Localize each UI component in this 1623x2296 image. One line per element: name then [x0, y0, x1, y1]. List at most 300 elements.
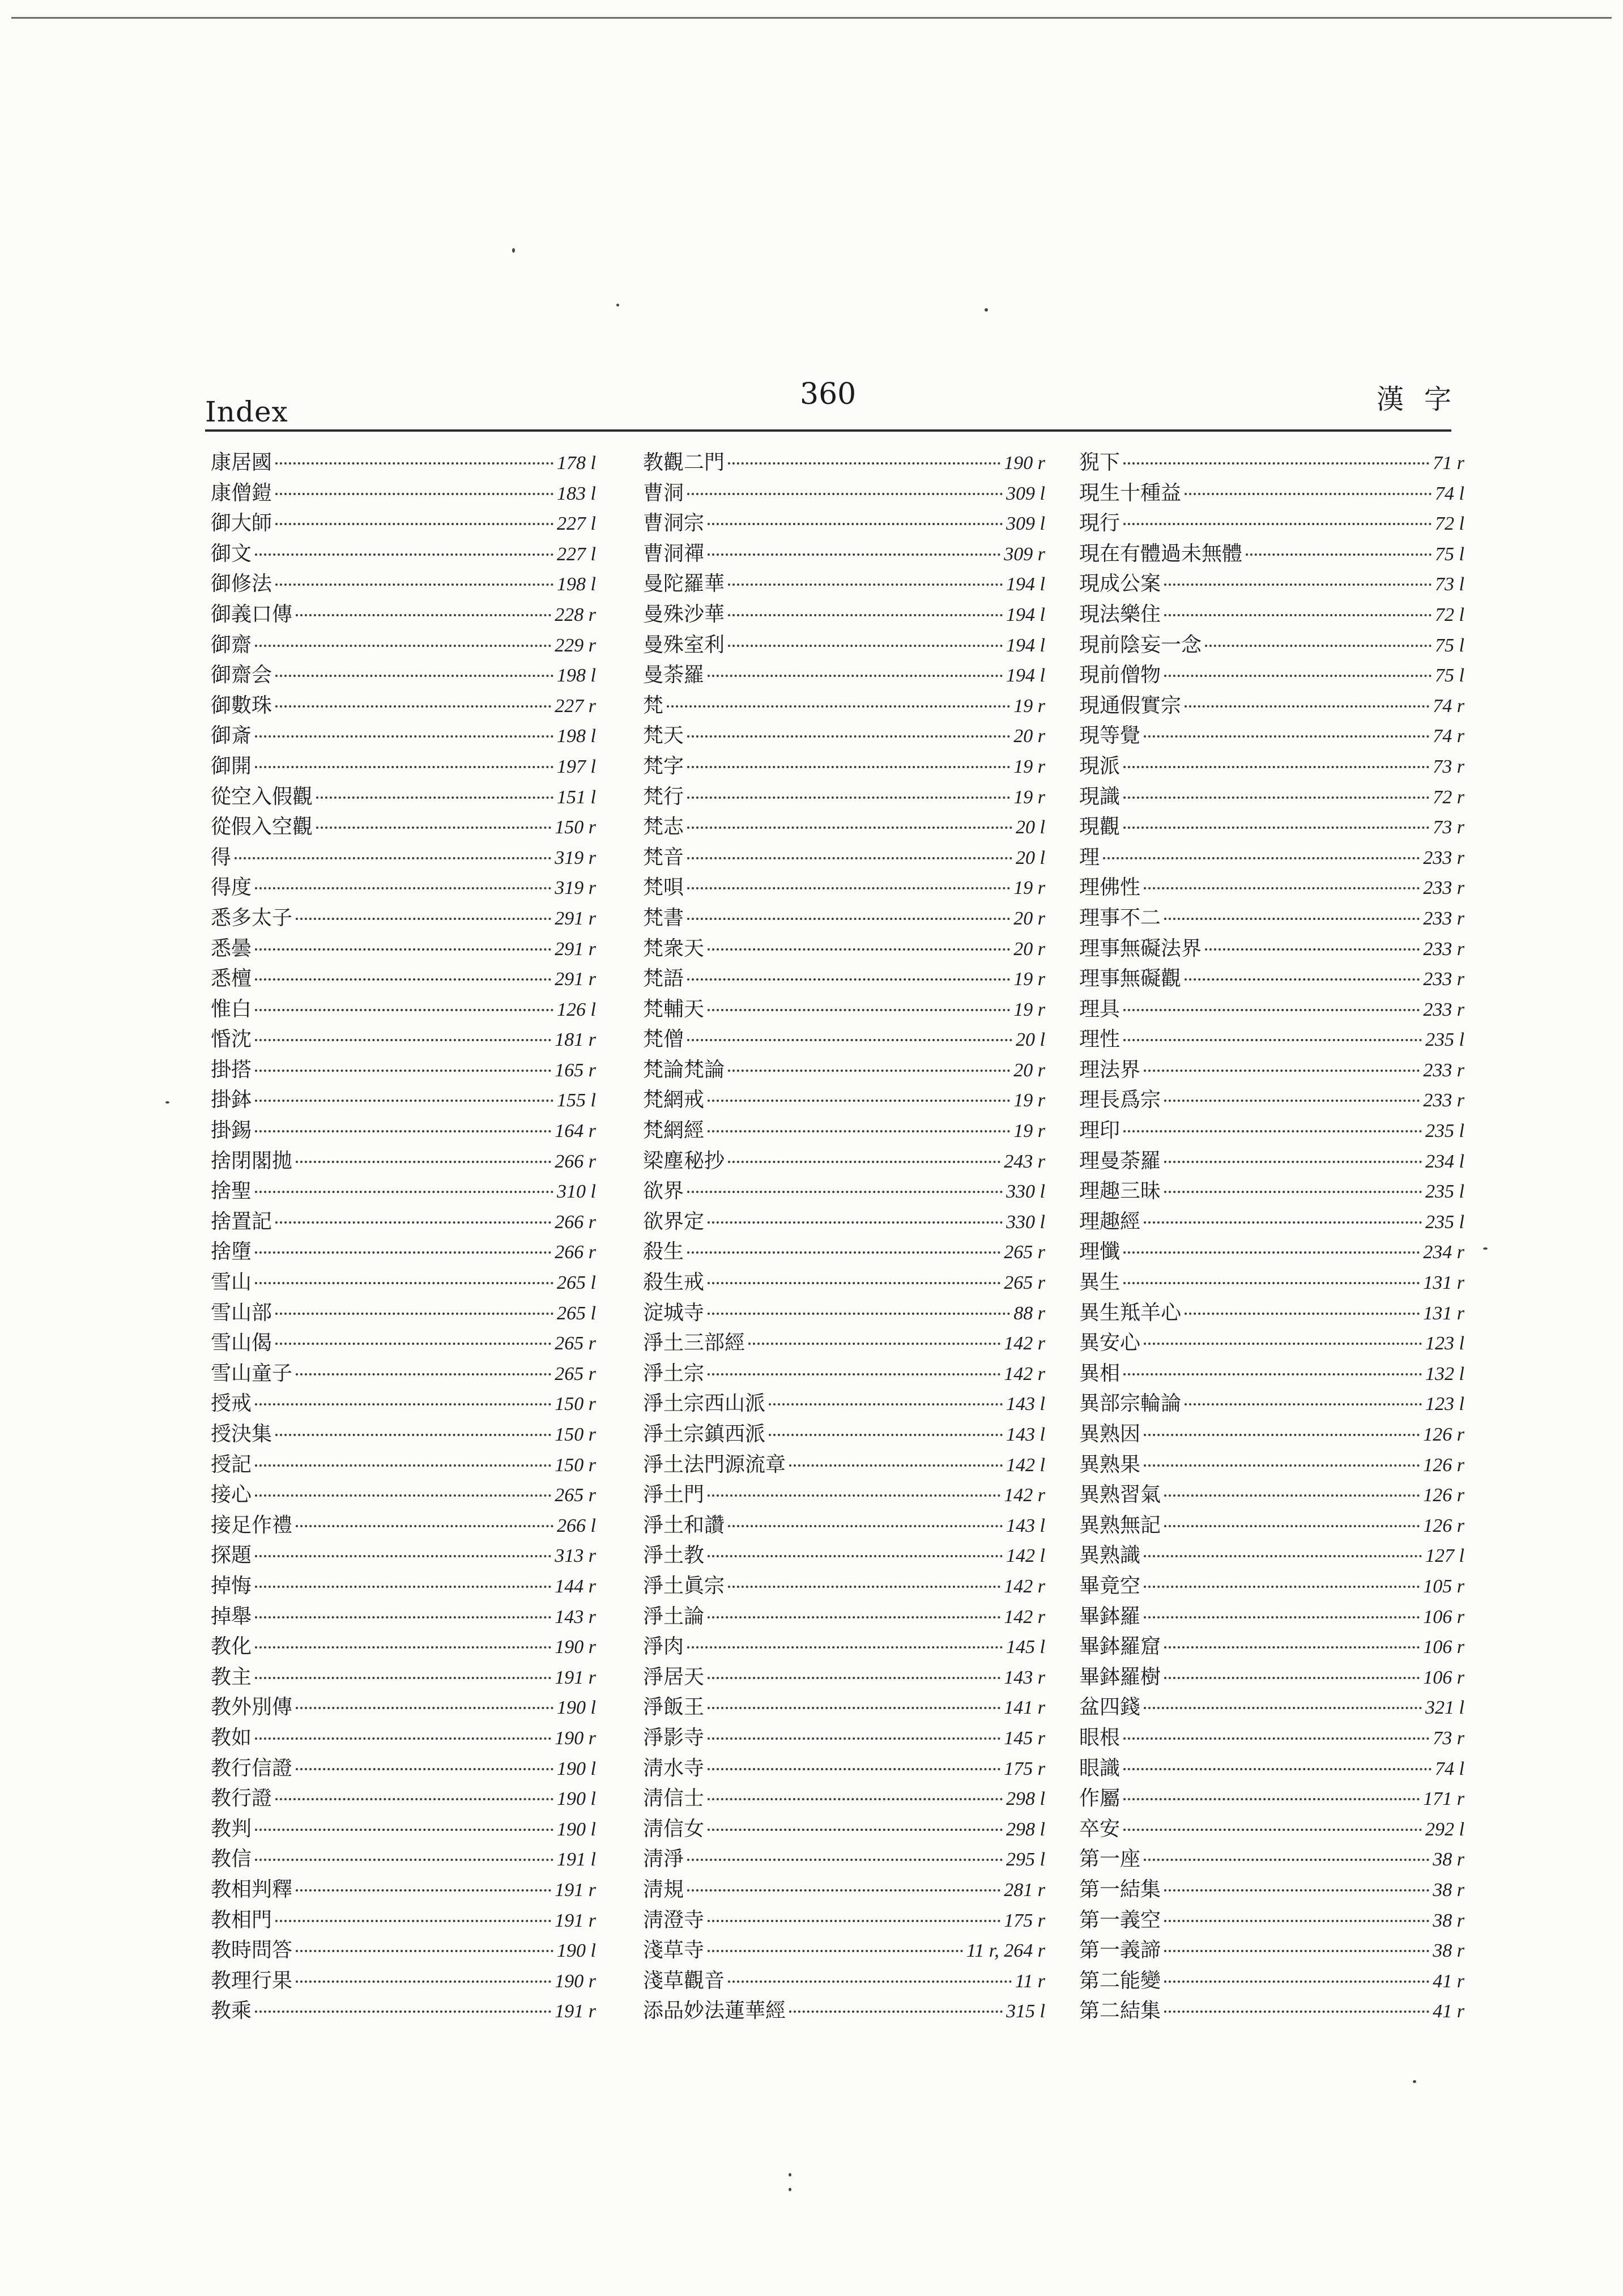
- entry-page-ref: 20 r: [1013, 726, 1045, 747]
- entry-term: 梵唄: [643, 876, 684, 900]
- entry-term: 理趣三昧: [1079, 1179, 1161, 1203]
- entry-page-ref: 75 l: [1435, 543, 1464, 565]
- entry-term: 第一結集: [1079, 1877, 1161, 1901]
- entry-page-ref: 227 r: [555, 695, 596, 717]
- index-entry: [1079, 1358, 1464, 1389]
- index-entry: [211, 1207, 596, 1237]
- entry-page-ref: 73 r: [1433, 1727, 1464, 1749]
- index-entry: [211, 569, 596, 599]
- entry-term: 梁塵秘抄: [643, 1149, 725, 1173]
- index-entry: [643, 1358, 1045, 1389]
- index-entry: [1079, 1966, 1464, 1996]
- entry-term: 教相判釋: [211, 1877, 293, 1901]
- index-entry: [643, 1692, 1045, 1723]
- entry-term: 異熟無記: [1079, 1513, 1161, 1537]
- entry-term: 梵音: [643, 845, 684, 869]
- dot-leader: [296, 918, 551, 920]
- entry-page-ref: 150 r: [555, 817, 596, 838]
- entry-page-ref: 126 r: [1423, 1454, 1464, 1476]
- entry-term: 御齋会: [211, 663, 272, 687]
- entry-term: 淸淨: [643, 1847, 684, 1871]
- index-entry: [211, 1024, 596, 1055]
- entry-term: 教行信證: [211, 1756, 293, 1780]
- entry-page-ref: 11 r: [1015, 1970, 1045, 1992]
- index-entry: [211, 1176, 596, 1207]
- entry-term: 授戒: [211, 1392, 252, 1416]
- dot-leader: [235, 857, 551, 859]
- entry-page-ref: 191 r: [555, 1879, 596, 1901]
- dot-leader: [255, 1677, 551, 1679]
- dot-leader: [769, 1403, 1003, 1405]
- dot-leader: [1164, 1191, 1422, 1193]
- entry-term: 現派: [1079, 754, 1121, 778]
- index-entry: [643, 812, 1045, 842]
- dot-leader: [1144, 1464, 1420, 1467]
- index-entry: [211, 1388, 596, 1419]
- dot-leader: [296, 1889, 551, 1892]
- index-entry: [1079, 539, 1464, 569]
- index-entry: [211, 1783, 596, 1814]
- dot-leader: [708, 1221, 1003, 1224]
- index-entry: [643, 1328, 1045, 1358]
- dot-leader: [1164, 1677, 1420, 1679]
- entry-term: 異安心: [1079, 1331, 1141, 1355]
- entry-term: 畢竟空: [1079, 1574, 1141, 1598]
- index-entry: [1079, 599, 1464, 630]
- entry-page-ref: 19 r: [1013, 786, 1045, 808]
- dot-leader: [255, 1586, 551, 1588]
- entry-term: 從空入假觀: [211, 785, 313, 808]
- dot-leader: [687, 1039, 1012, 1041]
- entry-page-ref: 164 r: [555, 1121, 596, 1142]
- entry-term: 御斎: [211, 724, 252, 748]
- index-entry: [1079, 1753, 1464, 1784]
- entry-term: 梵志: [643, 815, 684, 839]
- entry-page-ref: 106 r: [1423, 1667, 1464, 1688]
- entry-term: 雪山部: [211, 1301, 272, 1324]
- entry-page-ref: 233 r: [1423, 969, 1464, 990]
- dot-leader: [1164, 614, 1432, 616]
- entry-page-ref: 123 l: [1425, 1394, 1464, 1415]
- dot-leader: [1123, 1798, 1420, 1800]
- entry-term: 殺生: [643, 1240, 684, 1264]
- entry-term: 掛搭: [211, 1058, 252, 1081]
- index-entry: [643, 1267, 1045, 1298]
- entry-term: 猊下: [1079, 451, 1121, 474]
- entry-page-ref: 19 r: [1013, 877, 1045, 899]
- entry-page-ref: 198 l: [557, 726, 596, 747]
- entry-page-ref: 131 r: [1423, 1272, 1464, 1294]
- dot-leader: [1144, 1221, 1422, 1224]
- index-entry: [643, 1783, 1045, 1814]
- dot-leader: [687, 827, 1012, 829]
- dot-leader: [708, 1829, 1003, 1831]
- entry-term: 惛沈: [211, 1028, 252, 1051]
- index-entry: [211, 448, 596, 478]
- dot-leader: [255, 1494, 551, 1497]
- dot-leader: [789, 2010, 1003, 2013]
- dot-leader: [255, 1191, 553, 1193]
- entry-page-ref: 41 r: [1433, 2001, 1464, 2022]
- index-entry: [1079, 448, 1464, 478]
- dot-leader: [1205, 948, 1420, 951]
- dot-leader: [275, 583, 553, 586]
- index-entry: [643, 1024, 1045, 1055]
- entry-term: 御齋: [211, 633, 252, 657]
- index-entry: [1079, 1935, 1464, 1966]
- entry-term: 現前陰妄一念: [1079, 633, 1202, 657]
- index-entry: [1079, 903, 1464, 934]
- dot-leader: [1123, 1130, 1422, 1132]
- dot-leader: [255, 1737, 551, 1740]
- entry-page-ref: 243 r: [1004, 1151, 1045, 1172]
- index-entry: [643, 630, 1045, 661]
- dot-leader: [687, 1191, 1003, 1193]
- entry-page-ref: 233 r: [1423, 999, 1464, 1020]
- entry-term: 淸水寺: [643, 1756, 705, 1780]
- entry-term: 欲界: [643, 1179, 684, 1203]
- index-entry: [211, 1966, 596, 1996]
- entry-page-ref: 150 r: [555, 1394, 596, 1415]
- entry-term: 康居國: [211, 451, 272, 474]
- entry-term: 曼陀羅華: [643, 572, 725, 596]
- entry-page-ref: 126 r: [1423, 1485, 1464, 1506]
- entry-page-ref: 227 l: [557, 543, 596, 565]
- index-entry: [643, 1085, 1045, 1115]
- entry-term: 欲界定: [643, 1209, 705, 1233]
- index-entry: [643, 1176, 1045, 1207]
- dot-leader: [687, 887, 1010, 889]
- entry-page-ref: 126 l: [557, 999, 596, 1020]
- entry-page-ref: 143 l: [1006, 1515, 1045, 1536]
- index-entry: [1079, 1844, 1464, 1875]
- dot-leader: [1123, 523, 1432, 525]
- dot-leader: [1185, 705, 1429, 708]
- dot-leader: [1123, 1829, 1422, 1831]
- dot-leader: [255, 553, 553, 556]
- dot-leader: [708, 1768, 1000, 1770]
- entry-page-ref: 106 r: [1423, 1637, 1464, 1658]
- dot-leader: [1164, 1525, 1420, 1527]
- entry-term: 從假入空觀: [211, 815, 313, 839]
- entry-page-ref: 235 l: [1425, 1121, 1464, 1142]
- index-entry: [211, 508, 596, 539]
- entry-term: 悉檀: [211, 967, 252, 991]
- entry-page-ref: 19 r: [1013, 999, 1045, 1020]
- entry-page-ref: 41 r: [1433, 1970, 1464, 1992]
- index-entry: [1079, 751, 1464, 782]
- dot-leader: [1123, 827, 1429, 829]
- index-entry: [1079, 1480, 1464, 1510]
- entry-page-ref: 20 l: [1016, 817, 1045, 838]
- index-entry: [1079, 721, 1464, 751]
- entry-page-ref: 20 r: [1013, 1059, 1045, 1081]
- index-entry: [643, 842, 1045, 873]
- entry-page-ref: 292 l: [1425, 1818, 1464, 1840]
- entry-term: 教判: [211, 1817, 252, 1841]
- index-entry: [1079, 1996, 1464, 2026]
- index-entry: [211, 1662, 596, 1693]
- index-entry: [1079, 782, 1464, 812]
- entry-term: 曼荼羅: [643, 663, 705, 687]
- index-entry: [643, 1632, 1045, 1662]
- dot-leader: [708, 1707, 1000, 1709]
- dot-leader: [255, 735, 553, 738]
- entry-page-ref: 123 l: [1425, 1333, 1464, 1354]
- entry-term: 梵行: [643, 785, 684, 808]
- entry-page-ref: 72 l: [1435, 513, 1464, 535]
- dot-leader: [708, 675, 1003, 677]
- entry-term: 淨影寺: [643, 1726, 705, 1749]
- index-entry: [1079, 1571, 1464, 1601]
- index-entry: [643, 903, 1045, 934]
- entry-page-ref: 309 l: [1006, 513, 1045, 535]
- index-entry: [1079, 1024, 1464, 1055]
- dot-leader: [296, 1950, 553, 1952]
- entry-page-ref: 19 r: [1013, 969, 1045, 990]
- dot-leader: [255, 948, 551, 951]
- entry-page-ref: 127 l: [1425, 1545, 1464, 1567]
- entry-page-ref: 330 l: [1006, 1181, 1045, 1203]
- dot-leader: [1123, 1768, 1432, 1770]
- entry-term: 作屬: [1079, 1787, 1121, 1811]
- entry-page-ref: 191 r: [555, 1910, 596, 1931]
- index-entry: [211, 934, 596, 964]
- entry-page-ref: 197 l: [557, 756, 596, 777]
- entry-page-ref: 88 r: [1013, 1302, 1045, 1324]
- entry-page-ref: 190 l: [557, 1758, 596, 1779]
- entry-page-ref: 233 r: [1423, 1059, 1464, 1081]
- dot-leader: [255, 978, 551, 981]
- dot-leader: [255, 645, 551, 647]
- dot-leader: [708, 1009, 1010, 1011]
- dot-leader: [687, 857, 1012, 859]
- dot-leader: [728, 1525, 1003, 1527]
- dot-leader: [708, 1282, 1000, 1284]
- dot-leader: [255, 1555, 551, 1557]
- index-entry: [211, 660, 596, 691]
- dot-leader: [708, 553, 1000, 556]
- index-column-1: [211, 448, 596, 2026]
- dot-leader: [296, 1161, 551, 1163]
- entry-page-ref: 191 l: [557, 1849, 596, 1871]
- dot-leader: [708, 1313, 1010, 1315]
- index-entry: [643, 1571, 1045, 1601]
- entry-page-ref: 143 l: [1006, 1394, 1045, 1415]
- entry-page-ref: 266 r: [555, 1242, 596, 1263]
- entry-term: 異生羝羊心: [1079, 1301, 1182, 1324]
- dot-leader: [1144, 735, 1429, 738]
- index-entry: [1079, 1814, 1464, 1845]
- entry-term: 眼識: [1079, 1756, 1121, 1780]
- entry-page-ref: 74 l: [1435, 1758, 1464, 1779]
- index-entry: [643, 1146, 1045, 1177]
- dot-leader: [255, 1251, 551, 1254]
- entry-term: 教化: [211, 1635, 252, 1659]
- entry-term: 盆四錢: [1079, 1696, 1141, 1719]
- index-entry: [1079, 630, 1464, 661]
- index-entry: [1079, 1388, 1464, 1419]
- entry-term: 教觀二門: [643, 451, 725, 474]
- dot-leader: [255, 1100, 553, 1102]
- entry-term: 理佛性: [1079, 876, 1141, 900]
- index-entry: [1079, 1237, 1464, 1267]
- dot-leader: [687, 735, 1010, 738]
- entry-term: 教行證: [211, 1787, 272, 1811]
- entry-term: 異部宗輪論: [1079, 1392, 1182, 1416]
- dot-leader: [1123, 796, 1429, 799]
- index-entry: [643, 1723, 1045, 1753]
- dot-leader: [275, 1343, 551, 1345]
- entry-term: 梵字: [643, 754, 684, 778]
- entry-term: 曹洞禪: [643, 542, 705, 565]
- index-entry: [1079, 1662, 1464, 1693]
- entry-page-ref: 194 l: [1006, 634, 1045, 656]
- entry-page-ref: 229 r: [555, 634, 596, 656]
- dot-leader: [708, 1616, 1000, 1618]
- scan-speck: [789, 2188, 791, 2191]
- entry-page-ref: 265 r: [555, 1485, 596, 1506]
- entry-term: 理具: [1079, 997, 1121, 1021]
- index-entry: [211, 1267, 596, 1298]
- entry-term: 理趣經: [1079, 1209, 1141, 1233]
- dot-leader: [1123, 1039, 1422, 1041]
- entry-term: 掉悔: [211, 1574, 252, 1598]
- dot-leader: [1164, 1889, 1429, 1892]
- entry-term: 梵書: [643, 906, 684, 930]
- entry-page-ref: 74 r: [1433, 726, 1464, 747]
- entry-term: 梵天: [643, 724, 684, 748]
- entry-page-ref: 38 r: [1433, 1910, 1464, 1931]
- index-entry: [643, 964, 1045, 994]
- dot-leader: [728, 1070, 1010, 1072]
- index-entry: [643, 721, 1045, 751]
- entry-term: 淺草觀音: [643, 1969, 725, 1992]
- entry-page-ref: 190 l: [557, 1940, 596, 1962]
- index-entry: [211, 1237, 596, 1267]
- entry-page-ref: 145 r: [1004, 1727, 1045, 1749]
- dot-leader: [296, 1525, 553, 1527]
- entry-term: 理曼荼羅: [1079, 1149, 1161, 1173]
- index-entry: [211, 994, 596, 1025]
- dot-leader: [708, 1920, 1000, 1922]
- entry-term: 捨閉閣拋: [211, 1149, 293, 1173]
- entry-page-ref: 265 r: [555, 1363, 596, 1385]
- entry-page-ref: 72 r: [1433, 786, 1464, 808]
- dot-leader: [255, 766, 553, 768]
- entry-term: 接心: [211, 1483, 252, 1507]
- entry-page-ref: 310 l: [557, 1181, 596, 1203]
- dot-leader: [275, 705, 551, 708]
- entry-page-ref: 265 r: [1004, 1242, 1045, 1263]
- entry-page-ref: 175 r: [1004, 1758, 1045, 1779]
- index-entry: [1079, 1267, 1464, 1298]
- index-entry: [211, 1450, 596, 1480]
- index-entry: [1079, 1450, 1464, 1480]
- entry-page-ref: 20 l: [1016, 1029, 1045, 1051]
- entry-term: 雪山童子: [211, 1361, 293, 1385]
- entry-term: 梵: [643, 693, 664, 717]
- entry-page-ref: 190 r: [555, 1637, 596, 1658]
- dot-leader: [296, 1707, 553, 1709]
- entry-page-ref: 143 r: [555, 1606, 596, 1628]
- index-entry: [643, 1844, 1045, 1875]
- entry-term: 捨聖: [211, 1179, 252, 1203]
- dot-leader: [275, 1434, 551, 1436]
- entry-term: 現前僧物: [1079, 663, 1161, 687]
- dot-leader: [1144, 1434, 1420, 1436]
- entry-term: 曼殊室利: [643, 633, 725, 657]
- entry-term: 畢鉢羅樹: [1079, 1665, 1161, 1689]
- entry-term: 卒安: [1079, 1817, 1121, 1841]
- entry-page-ref: 266 r: [555, 1211, 596, 1233]
- dot-leader: [708, 1100, 1010, 1102]
- entry-term: 淀城寺: [643, 1301, 705, 1324]
- index-entry: [211, 691, 596, 721]
- entry-term: 雪山偈: [211, 1331, 272, 1355]
- index-entry: [211, 1480, 596, 1510]
- entry-page-ref: 227 l: [557, 513, 596, 535]
- entry-term: 第一義空: [1079, 1908, 1161, 1932]
- entry-page-ref: 142 l: [1006, 1454, 1045, 1476]
- entry-page-ref: 142 r: [1004, 1485, 1045, 1506]
- entry-page-ref: 38 r: [1433, 1879, 1464, 1901]
- entry-term: 梵僧: [643, 1028, 684, 1051]
- index-entry: [211, 630, 596, 661]
- index-entry: [643, 1388, 1045, 1419]
- index-entry: [1079, 1055, 1464, 1085]
- dot-leader: [728, 1586, 1000, 1588]
- dot-leader: [316, 827, 551, 829]
- entry-page-ref: 191 r: [555, 2001, 596, 2022]
- entry-term: 淨土論: [643, 1604, 705, 1628]
- dot-leader: [687, 1251, 1000, 1254]
- index-entry: [643, 1237, 1045, 1267]
- entry-term: 理長爲宗: [1079, 1088, 1161, 1112]
- dot-leader: [1144, 1616, 1420, 1618]
- index-entry: [211, 1753, 596, 1784]
- dot-leader: [275, 462, 553, 465]
- dot-leader: [255, 1009, 553, 1011]
- entry-term: 第二結集: [1079, 1999, 1161, 2023]
- index-entry: [211, 782, 596, 812]
- entry-page-ref: 266 l: [557, 1515, 596, 1536]
- index-entry: [211, 872, 596, 903]
- entry-term: 教時問答: [211, 1939, 293, 1962]
- dot-leader: [1144, 1586, 1420, 1588]
- entry-page-ref: 19 r: [1013, 1090, 1045, 1111]
- entry-page-ref: 19 r: [1013, 756, 1045, 777]
- entry-term: 御開: [211, 754, 252, 778]
- entry-term: 淺草寺: [643, 1939, 705, 1962]
- entry-term: 御義口傳: [211, 602, 293, 626]
- running-head-index: Index: [205, 395, 288, 428]
- entry-page-ref: 298 l: [1006, 1788, 1045, 1810]
- entry-term: 異熟因: [1079, 1422, 1141, 1446]
- entry-term: 掉舉: [211, 1604, 252, 1628]
- entry-page-ref: 235 l: [1425, 1211, 1464, 1233]
- entry-term: 異相: [1079, 1361, 1121, 1385]
- dot-leader: [687, 1646, 1003, 1648]
- entry-page-ref: 73 r: [1433, 756, 1464, 777]
- dot-leader: [1164, 1980, 1429, 1983]
- dot-leader: [1185, 1313, 1420, 1315]
- entry-term: 理懺: [1079, 1240, 1121, 1264]
- index-entry: [211, 1055, 596, 1085]
- entry-term: 現行: [1079, 512, 1121, 535]
- entry-term: 梵輔天: [643, 997, 705, 1021]
- index-entry: [643, 1662, 1045, 1693]
